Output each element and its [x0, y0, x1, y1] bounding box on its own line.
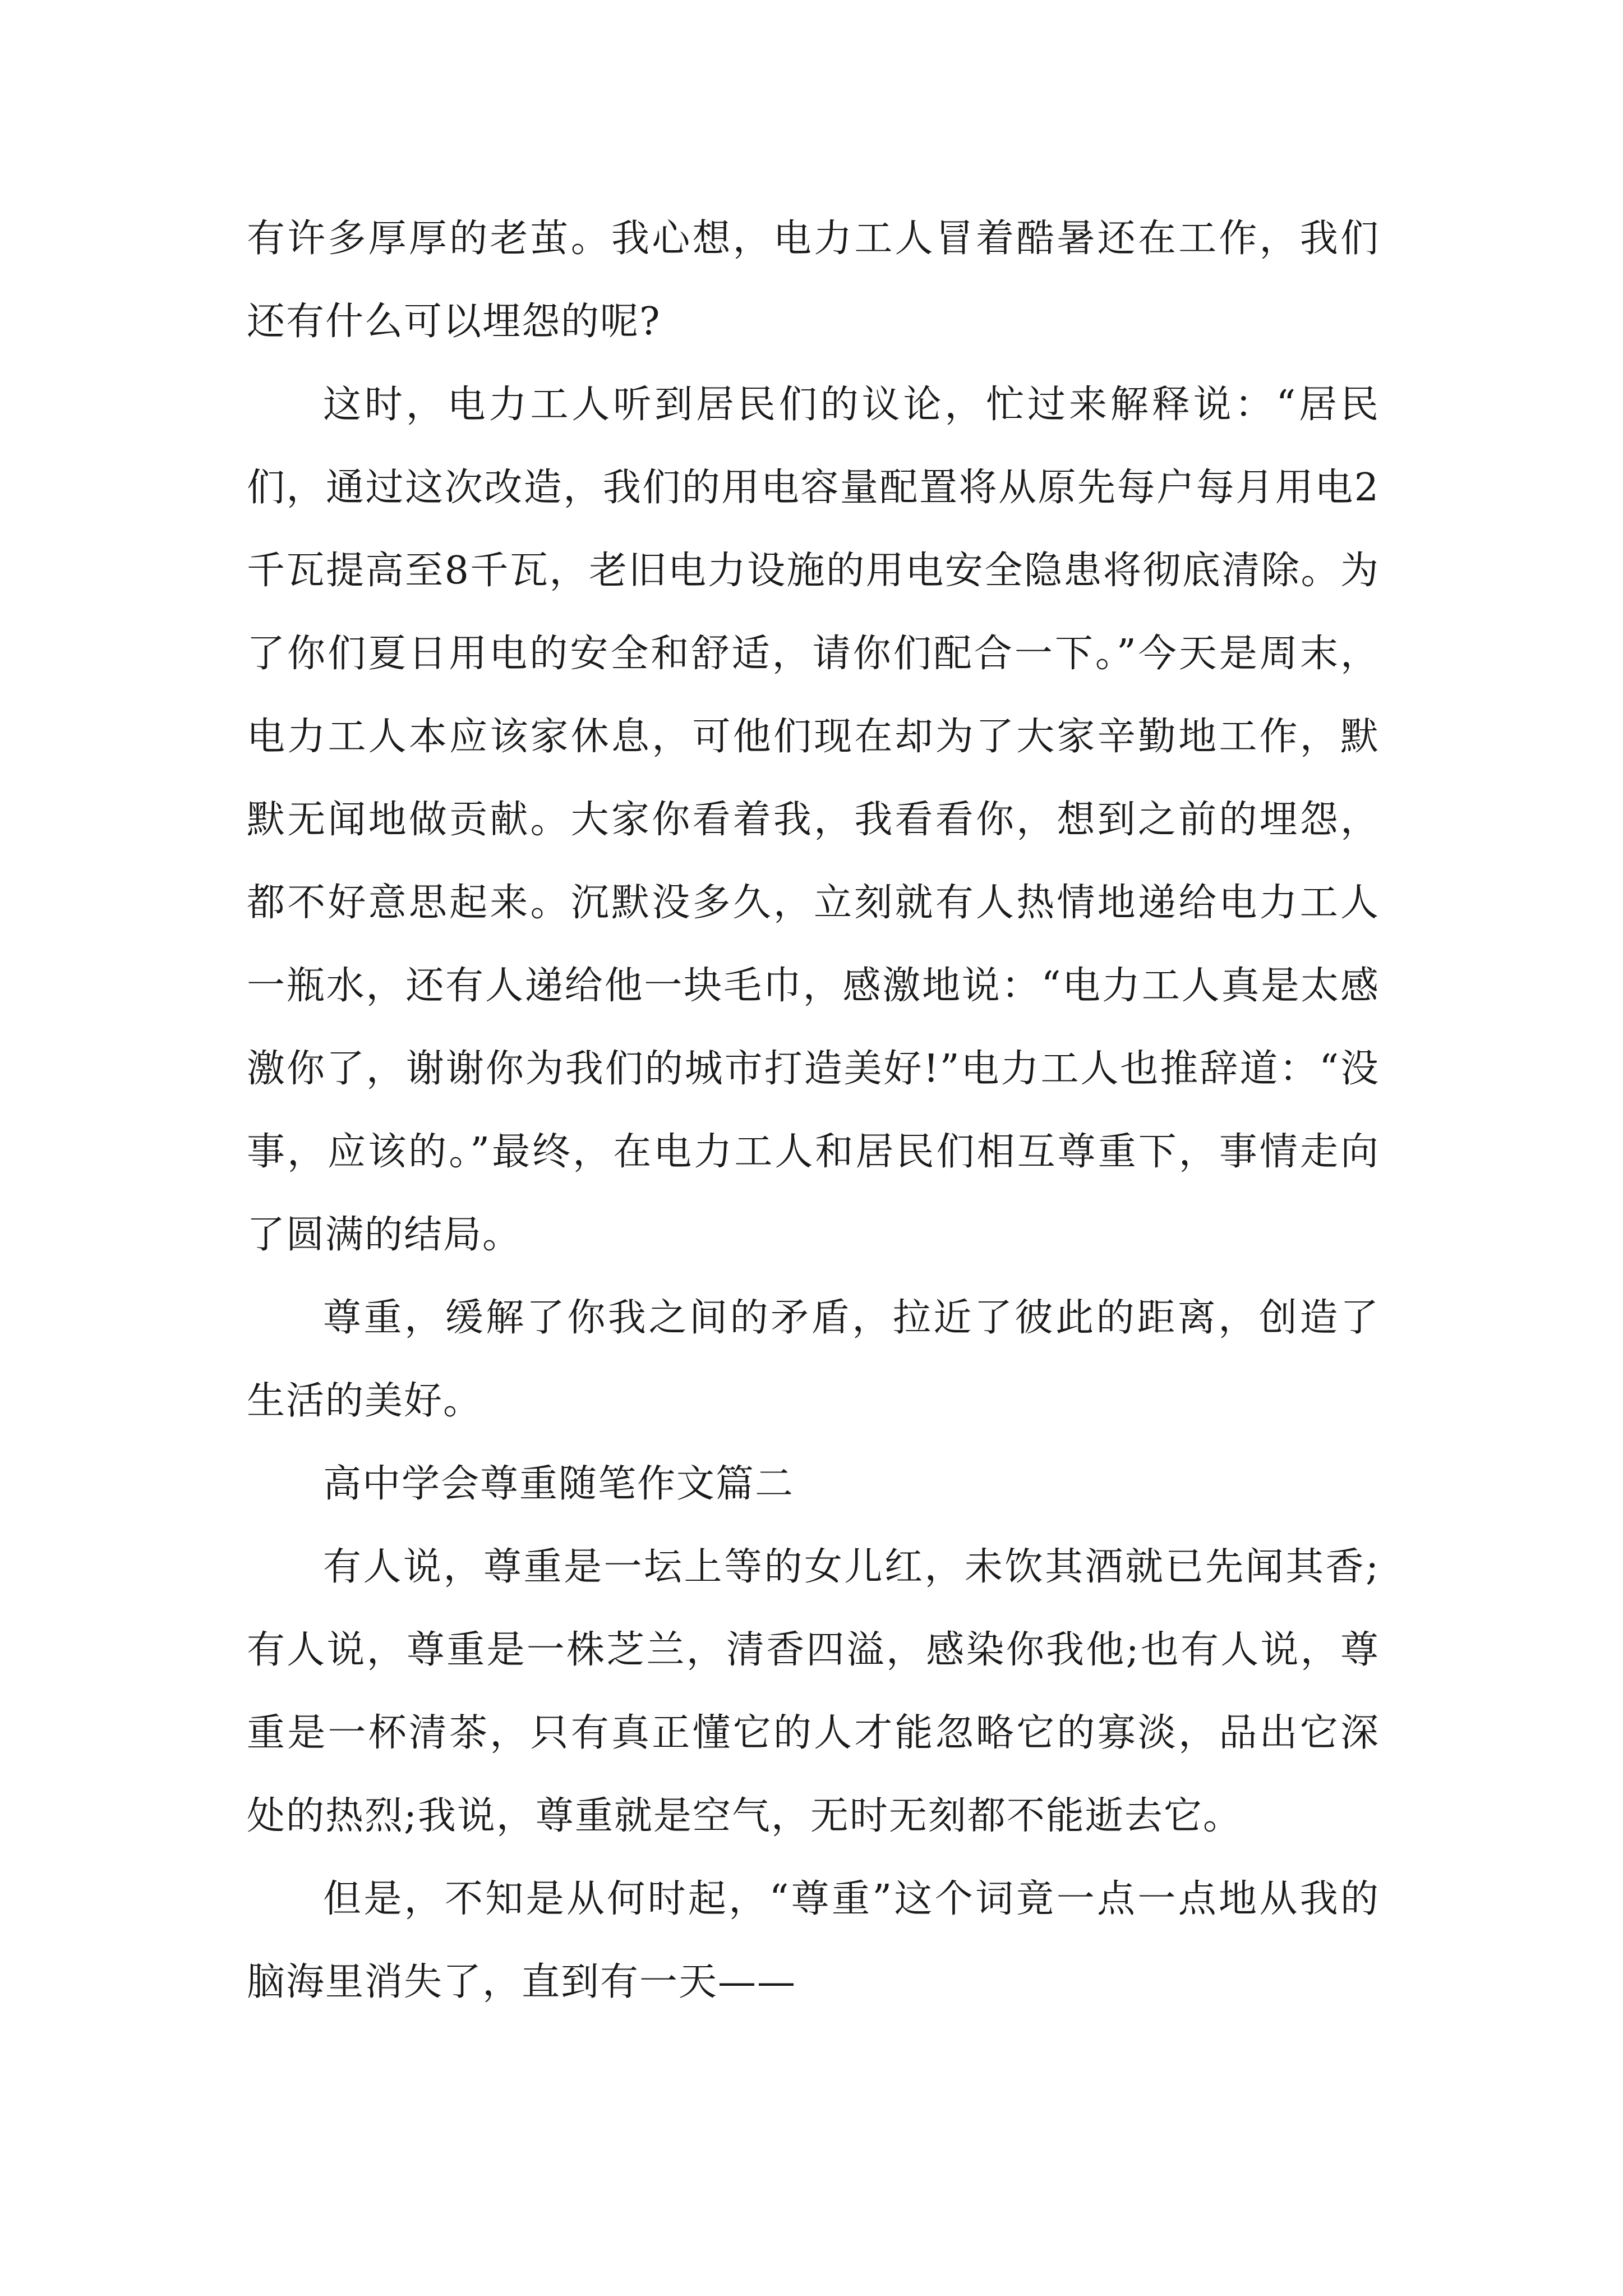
- paragraph-respect-disappeared: 但是，不知是从何时起，“尊重”这个词竟一点一点地从我的脑海里消失了，直到有一天——: [247, 1877, 1380, 2004]
- section-heading: 高中学会尊重随笔作文篇二: [323, 1462, 795, 1506]
- paragraph-electricians-explanation: 这时，电力工人听到居民们的议论，忙过来解释说：“居民们，通过这次改造，我们的用电容量配置将从原先每户每月用电2千瓦提高至8千瓦，老旧电力设施的用电安全隐患将彻底清除。为了你们夏日用电的安全和舒适，请你们配合一下。”今天是周末，电力工人本应该家休息，可他们现在却为了大家辛勤地工作，默默无闻地做贡献。大家你看着我，我看看你，想到之前的埋怨，都不好意思起来。沉默没多久，立刻就有人热情地递给电力工人一瓶水，还有人递给他一块毛巾，感激地说：“电力工人真是太感激你了，谢谢你为我们的城市打造美好!”电力工人也推辞道：“没事，应该的。”最终，在电力工人和居民们相互尊重下，事情走向了圆满的结局。: [247, 383, 1380, 1257]
- document-body: [247, 197, 1380, 2024]
- paragraph-respect-conclusion: 尊重，缓解了你我之间的矛盾，拉近了彼此的距离，创造了生活的美好。: [247, 1296, 1380, 1423]
- paragraph-continuation: 有许多厚厚的老茧。我心想，电力工人冒着酷暑还在工作，我们还有什么可以埋怨的呢?: [247, 217, 1380, 344]
- paragraph-respect-metaphors: 有人说，尊重是一坛上等的女儿红，未饮其酒就已先闻其香;有人说，尊重是一株芝兰，清香四溢，感染你我他;也有人说，尊重是一杯清茶，只有真正懂它的人才能忽略它的寡淡，品出它深处的热烈;我说，尊重就是空气，无时无刻都不能逝去它。: [247, 1545, 1380, 1838]
